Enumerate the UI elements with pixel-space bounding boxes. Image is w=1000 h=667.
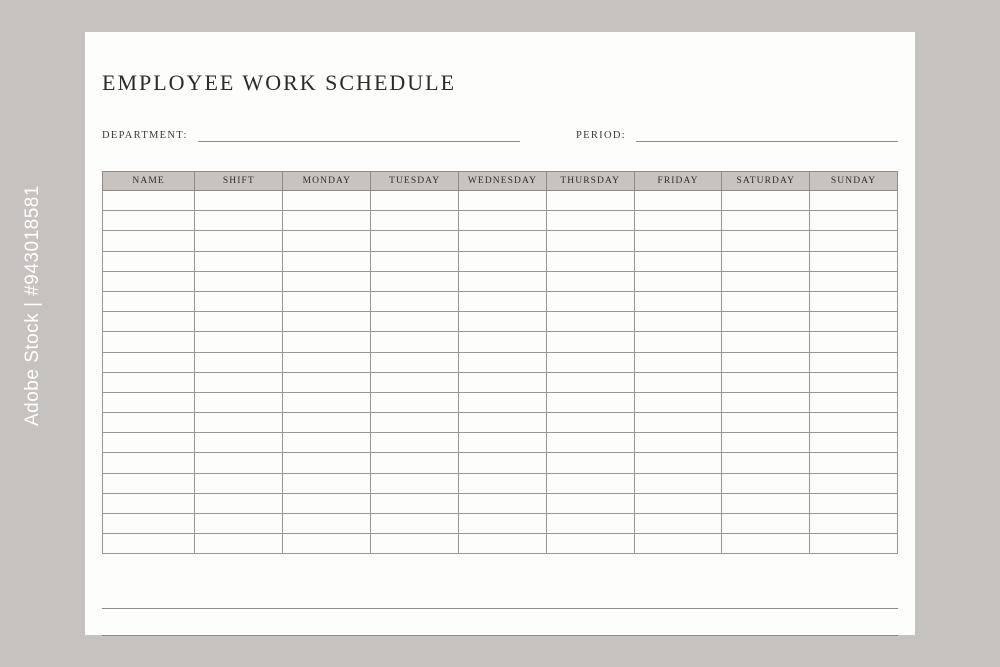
table-row: [103, 534, 898, 554]
table-cell[interactable]: [459, 453, 547, 473]
table-row: [103, 413, 898, 433]
table-cell[interactable]: [371, 251, 459, 271]
table-cell[interactable]: [459, 231, 547, 251]
column-header-friday: FRIDAY: [634, 172, 722, 191]
table-cell[interactable]: [195, 191, 283, 211]
table-cell[interactable]: [371, 514, 459, 534]
table-row: [103, 392, 898, 412]
page-title: EMPLOYEE WORK SCHEDULE: [102, 70, 457, 95]
table-cell[interactable]: [195, 332, 283, 352]
schedule-table-head: [103, 172, 898, 191]
table-row: [103, 453, 898, 473]
table-cell[interactable]: [195, 352, 283, 372]
table-cell[interactable]: [810, 392, 898, 412]
table-row: [103, 211, 898, 231]
column-header-name: NAME: [103, 172, 195, 191]
table-cell[interactable]: [722, 433, 810, 453]
table-cell[interactable]: [810, 453, 898, 473]
table-cell[interactable]: [546, 291, 634, 311]
table-cell[interactable]: [459, 433, 547, 453]
department-label: DEPARTMENT:: [102, 130, 188, 141]
table-cell[interactable]: [283, 372, 371, 392]
table-cell[interactable]: [103, 413, 195, 433]
table-cell[interactable]: [371, 231, 459, 251]
table-cell[interactable]: [459, 271, 547, 291]
table-cell[interactable]: [283, 312, 371, 332]
table-cell[interactable]: [459, 372, 547, 392]
table-row: [103, 191, 898, 211]
table-cell[interactable]: [722, 514, 810, 534]
notes-line[interactable]: [102, 582, 898, 609]
table-row: [103, 433, 898, 453]
table-cell[interactable]: [195, 433, 283, 453]
table-cell[interactable]: [722, 493, 810, 513]
table-row: [103, 271, 898, 291]
table-cell[interactable]: [103, 514, 195, 534]
table-cell[interactable]: [103, 291, 195, 311]
table-cell[interactable]: [634, 211, 722, 231]
table-cell[interactable]: [103, 372, 195, 392]
table-cell[interactable]: [634, 271, 722, 291]
table-cell[interactable]: [103, 534, 195, 554]
table-header-row: [103, 172, 898, 191]
table-cell[interactable]: [371, 271, 459, 291]
table-cell[interactable]: [195, 372, 283, 392]
table-cell[interactable]: [722, 191, 810, 211]
table-cell[interactable]: [283, 352, 371, 372]
table-cell[interactable]: [371, 312, 459, 332]
table-cell[interactable]: [371, 372, 459, 392]
table-cell[interactable]: [459, 251, 547, 271]
table-cell[interactable]: [634, 372, 722, 392]
table-cell[interactable]: [634, 251, 722, 271]
table-cell[interactable]: [459, 352, 547, 372]
table-cell[interactable]: [103, 453, 195, 473]
table-cell[interactable]: [546, 211, 634, 231]
table-cell[interactable]: [546, 534, 634, 554]
table-cell[interactable]: [546, 191, 634, 211]
table-cell[interactable]: [810, 473, 898, 493]
table-cell[interactable]: [634, 352, 722, 372]
table-cell[interactable]: [195, 493, 283, 513]
table-cell[interactable]: [103, 332, 195, 352]
column-header-monday: MONDAY: [283, 172, 371, 191]
table-cell[interactable]: [459, 413, 547, 433]
table-cell[interactable]: [103, 392, 195, 412]
table-cell[interactable]: [810, 332, 898, 352]
table-cell[interactable]: [371, 413, 459, 433]
table-row: [103, 332, 898, 352]
table-cell[interactable]: [722, 534, 810, 554]
table-cell[interactable]: [195, 392, 283, 412]
table-cell[interactable]: [283, 534, 371, 554]
table-cell[interactable]: [546, 453, 634, 473]
table-cell[interactable]: [722, 211, 810, 231]
table-cell[interactable]: [810, 211, 898, 231]
table-cell[interactable]: [371, 453, 459, 473]
table-cell[interactable]: [195, 312, 283, 332]
table-cell[interactable]: [195, 514, 283, 534]
period-field[interactable]: [576, 130, 898, 142]
table-row: [103, 514, 898, 534]
table-cell[interactable]: [195, 211, 283, 231]
table-cell[interactable]: [546, 271, 634, 291]
column-header-wednesday: WEDNESDAY: [459, 172, 547, 191]
table-cell[interactable]: [103, 191, 195, 211]
table-cell[interactable]: [283, 433, 371, 453]
table-cell[interactable]: [103, 251, 195, 271]
table-row: [103, 372, 898, 392]
table-cell[interactable]: [283, 231, 371, 251]
table-cell[interactable]: [103, 312, 195, 332]
table-cell[interactable]: [103, 352, 195, 372]
table-cell[interactable]: [546, 352, 634, 372]
table-cell[interactable]: [810, 534, 898, 554]
table-cell[interactable]: [722, 453, 810, 473]
table-cell[interactable]: [810, 493, 898, 513]
table-cell[interactable]: [546, 312, 634, 332]
table-cell[interactable]: [371, 534, 459, 554]
table-row: [103, 473, 898, 493]
table-cell[interactable]: [371, 352, 459, 372]
table-cell[interactable]: [103, 433, 195, 453]
table-cell[interactable]: [459, 332, 547, 352]
table-cell[interactable]: [283, 291, 371, 311]
table-row: [103, 231, 898, 251]
table-cell[interactable]: [546, 433, 634, 453]
table-cell[interactable]: [722, 352, 810, 372]
table-cell[interactable]: [546, 514, 634, 534]
table-cell[interactable]: [810, 372, 898, 392]
table-cell[interactable]: [283, 271, 371, 291]
column-header-sunday: SUNDAY: [810, 172, 898, 191]
period-input[interactable]: [636, 130, 898, 142]
table-cell[interactable]: [722, 271, 810, 291]
table-cell[interactable]: [195, 473, 283, 493]
table-cell[interactable]: [371, 473, 459, 493]
table-cell[interactable]: [634, 392, 722, 412]
table-cell[interactable]: [810, 312, 898, 332]
table-cell[interactable]: [722, 392, 810, 412]
table-cell[interactable]: [195, 291, 283, 311]
table-cell[interactable]: [371, 392, 459, 412]
table-cell[interactable]: [371, 433, 459, 453]
table-cell[interactable]: [722, 413, 810, 433]
table-cell[interactable]: [283, 332, 371, 352]
table-cell[interactable]: [634, 433, 722, 453]
table-cell[interactable]: [195, 534, 283, 554]
schedule-table: [102, 171, 898, 554]
table-cell[interactable]: [634, 534, 722, 554]
table-cell[interactable]: [283, 413, 371, 433]
table-cell[interactable]: [283, 191, 371, 211]
schedule-table-body: [103, 191, 898, 554]
table-cell[interactable]: [810, 514, 898, 534]
table-cell[interactable]: [459, 473, 547, 493]
table-cell[interactable]: [103, 473, 195, 493]
table-cell[interactable]: [283, 453, 371, 473]
table-cell[interactable]: [722, 231, 810, 251]
table-cell[interactable]: [103, 211, 195, 231]
stock-watermark-left: [10, 0, 56, 667]
table-row: [103, 251, 898, 271]
meta-fields: [102, 130, 898, 142]
notes-area: [102, 582, 898, 636]
table-cell[interactable]: [546, 372, 634, 392]
column-header-saturday: SATURDAY: [722, 172, 810, 191]
table-cell[interactable]: [810, 291, 898, 311]
table-cell[interactable]: [546, 231, 634, 251]
table-cell[interactable]: [634, 473, 722, 493]
table-cell[interactable]: [103, 231, 195, 251]
table-cell[interactable]: [459, 191, 547, 211]
period-label: PERIOD:: [576, 130, 626, 141]
table-cell[interactable]: [810, 271, 898, 291]
table-row: [103, 493, 898, 513]
table-cell[interactable]: [459, 312, 547, 332]
table-cell[interactable]: [722, 291, 810, 311]
table-cell[interactable]: [546, 332, 634, 352]
table-cell[interactable]: [459, 211, 547, 231]
stock-watermark-id: Adobe Stock | #943018581: [22, 185, 43, 426]
table-cell[interactable]: [283, 392, 371, 412]
column-header-tuesday: TUESDAY: [371, 172, 459, 191]
table-cell[interactable]: [371, 291, 459, 311]
table-cell[interactable]: [634, 493, 722, 513]
table-cell[interactable]: [810, 191, 898, 211]
table-cell[interactable]: [283, 514, 371, 534]
table-cell[interactable]: [283, 211, 371, 231]
table-cell[interactable]: [283, 251, 371, 271]
column-header-shift: SHIFT: [195, 172, 283, 191]
table-cell[interactable]: [634, 453, 722, 473]
table-cell[interactable]: [371, 332, 459, 352]
table-cell[interactable]: [283, 493, 371, 513]
table-row: [103, 291, 898, 311]
table-cell[interactable]: [546, 392, 634, 412]
table-cell[interactable]: [810, 352, 898, 372]
table-cell[interactable]: [810, 433, 898, 453]
table-cell[interactable]: [283, 473, 371, 493]
table-cell[interactable]: [634, 191, 722, 211]
table-cell[interactable]: [722, 251, 810, 271]
table-cell[interactable]: [634, 413, 722, 433]
table-cell[interactable]: [546, 251, 634, 271]
notes-line[interactable]: [102, 609, 898, 636]
table-cell[interactable]: [459, 493, 547, 513]
table-cell[interactable]: [459, 291, 547, 311]
table-cell[interactable]: [195, 413, 283, 433]
table-cell[interactable]: [371, 191, 459, 211]
table-cell[interactable]: [103, 493, 195, 513]
table-cell[interactable]: [722, 332, 810, 352]
table-cell[interactable]: [634, 312, 722, 332]
table-cell[interactable]: [195, 271, 283, 291]
table-cell[interactable]: [634, 514, 722, 534]
column-header-thursday: THURSDAY: [546, 172, 634, 191]
department-field[interactable]: [102, 130, 520, 142]
table-row: [103, 312, 898, 332]
table-cell[interactable]: [459, 514, 547, 534]
table-cell[interactable]: [103, 271, 195, 291]
table-cell[interactable]: [459, 534, 547, 554]
table-cell[interactable]: [195, 251, 283, 271]
document-page: [85, 32, 915, 635]
table-cell[interactable]: [195, 453, 283, 473]
table-cell[interactable]: [634, 231, 722, 251]
table-cell[interactable]: [810, 251, 898, 271]
table-cell[interactable]: [546, 493, 634, 513]
table-cell[interactable]: [546, 413, 634, 433]
table-cell[interactable]: [634, 291, 722, 311]
table-cell[interactable]: [722, 473, 810, 493]
table-cell[interactable]: [634, 332, 722, 352]
table-cell[interactable]: [722, 372, 810, 392]
table-cell[interactable]: [722, 312, 810, 332]
table-cell[interactable]: [546, 473, 634, 493]
table-cell[interactable]: [195, 231, 283, 251]
table-cell[interactable]: [371, 493, 459, 513]
table-cell[interactable]: [371, 211, 459, 231]
table-row: [103, 352, 898, 372]
table-cell[interactable]: [459, 392, 547, 412]
table-cell[interactable]: [810, 413, 898, 433]
department-input[interactable]: [198, 130, 520, 142]
table-cell[interactable]: [810, 231, 898, 251]
